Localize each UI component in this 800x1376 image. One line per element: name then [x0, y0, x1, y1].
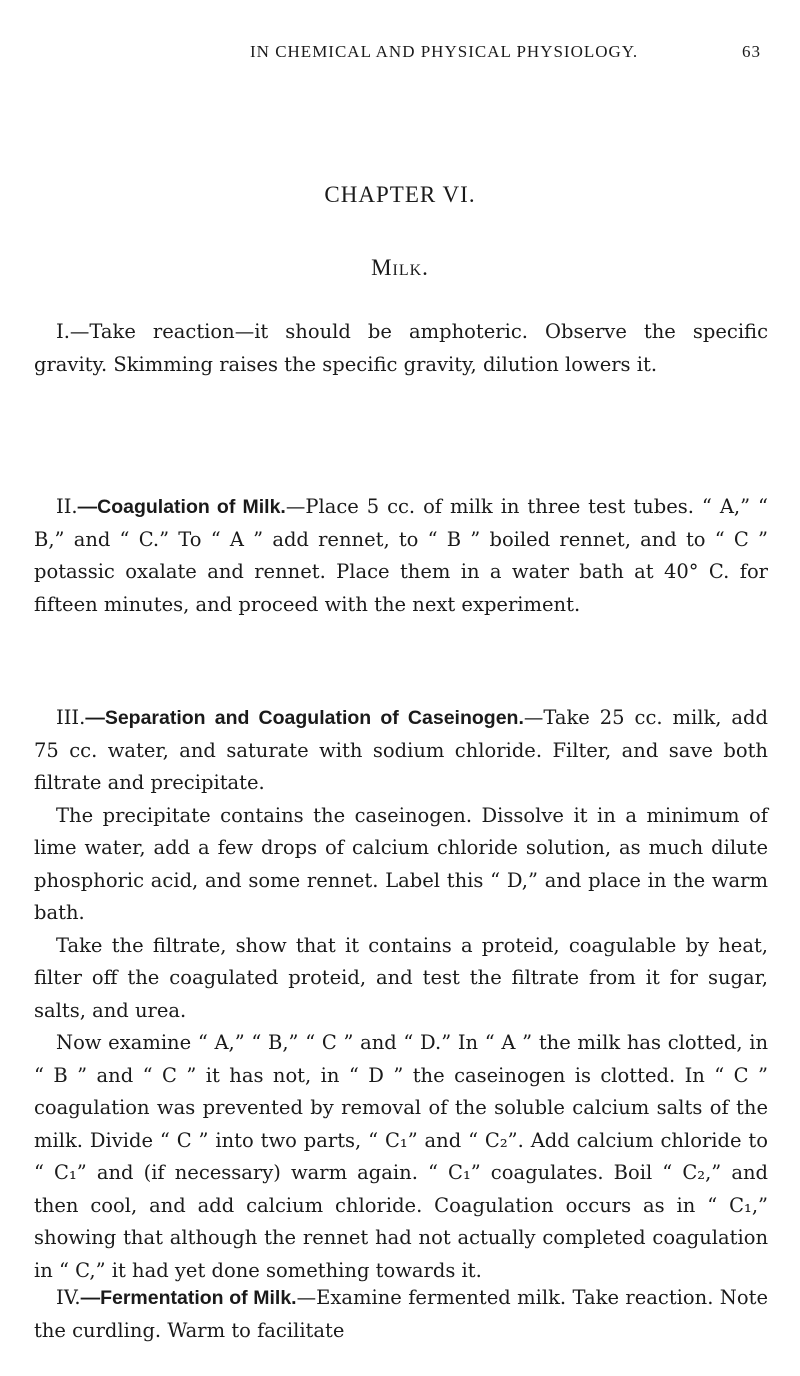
section-3-paragraph-2: The precipitate contains the caseinogen. Dissolve it in a minimum of lime water, add a few drops of calcium chloride solution, as much dilute phosphoric acid, and some rennet. Label this “ D,” and place in the warm bath.: [34, 803, 768, 924]
chapter-subtitle: Milk.: [371, 255, 429, 280]
page-number: 63: [742, 42, 761, 61]
section-2-heading: —Coagulation of Milk.: [77, 496, 286, 518]
section-1-number: I.: [56, 320, 70, 343]
section-2-paragraph: [34, 491, 768, 621]
section-2-text: —Place 5 cc. of milk in three test tubes. “ A,” “ B,” and “ C.” To “ A ” add rennet, to “ B ” boiled rennet, and to “ C ” potassic oxalate and rennet. Place them in a water bath at 40° C. for fifteen minutes, and proceed with the next experiment.: [34, 495, 768, 616]
section-3-text: —Take 25 cc. milk, add 75 cc. water, and saturate with sodium chloride. Filter, and save both filtrate and precipitate.: [34, 706, 768, 794]
section-4-number: IV.: [56, 1286, 81, 1309]
section-1: [34, 316, 768, 381]
section-1-paragraph: [34, 316, 768, 381]
section-4-paragraph: [34, 1282, 768, 1347]
section-1-text: —Take reaction—it should be amphoteric. Observe the specific gravity. Skimming raises the specific gravity, dilution lowers it.: [34, 320, 768, 376]
section-3-paragraph-3: Take the filtrate, show that it contains a proteid, coagulable by heat, filter off the coagulated proteid, and test the filtrate from it for sugar, salts, and urea.: [34, 933, 768, 1022]
section-2: [34, 491, 768, 621]
section-4-heading: —Fermentation of Milk.: [80, 1287, 297, 1309]
section-3-paragraph-1: [34, 702, 768, 800]
section-4: [34, 1282, 768, 1347]
section-3-heading: —Separation and Coagulation of Caseinogen.: [85, 707, 524, 729]
section-2-number: II.: [56, 495, 78, 518]
section-4-text: —Examine fermented milk. Take reaction. Note the curdling. Warm to facilitate: [34, 1286, 768, 1342]
running-head-title: IN CHEMICAL AND PHYSICAL PHYSIOLOGY.: [250, 42, 639, 61]
chapter-title: CHAPTER VI.: [324, 182, 476, 207]
section-3: [34, 702, 768, 1287]
section-3-number: III.: [56, 706, 86, 729]
section-3-paragraph-4: Now examine “ A,” “ B,” “ C ” and “ D.” In “ A ” the milk has clotted, in “ B ” and “ C ” it has not, in “ D ” the caseinogen is clotted. In “ C ” coagulation was prevented by removal of the soluble calcium salts of the milk. Divide “ C ” into two parts, “ C₁” and “ C₂”. Add calcium chloride to “ C₁” and (if necessary) warm again. “ C₁” coagulates. Boil “ C₂,” and then cool, and add calcium chloride. Coagulation occurs as in “ C₁,” showing that although the rennet had not actually completed coagulation in “ C,” it had yet done something towards it.: [34, 1031, 768, 1282]
